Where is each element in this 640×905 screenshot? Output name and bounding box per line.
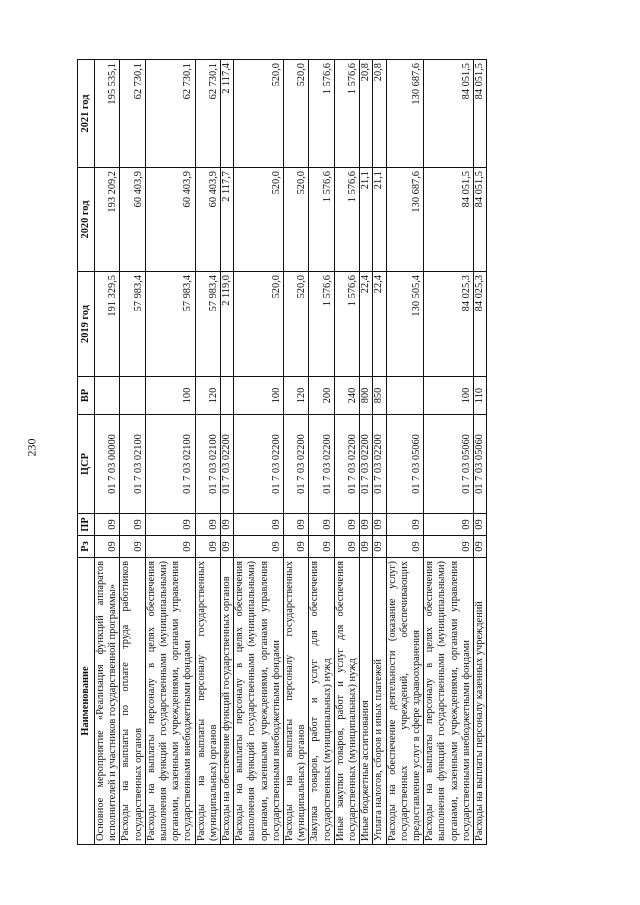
row-2020-cell: 21,1 [360, 168, 373, 272]
row-csr-cell: 01 7 03 05060 [474, 415, 487, 514]
row-vr-cell: 100 [424, 377, 474, 415]
row-2019-cell: 84 025,3 [474, 272, 487, 377]
row-name-cell: Расходы на выплаты персоналу государственных (муниципальных) органов [195, 558, 220, 845]
header-name: Наименование [78, 558, 95, 845]
row-rz-cell: 09 [386, 536, 424, 558]
row-csr-cell: 01 7 03 02100 [145, 415, 195, 514]
header-pr: ПР [78, 514, 95, 536]
row-pr-cell: 09 [334, 514, 359, 536]
row-vr-cell [386, 377, 424, 415]
header-vr: ВР [78, 377, 95, 415]
table-row [474, 60, 487, 845]
row-2021-cell: 520,0 [284, 60, 309, 168]
row-pr-cell: 09 [424, 514, 474, 536]
row-vr-cell [95, 377, 120, 415]
row-2019-cell: 520,0 [234, 272, 284, 377]
row-rz-cell: 09 [221, 536, 234, 558]
row-rz-cell: 09 [120, 536, 145, 558]
row-name-cell: Основное мероприятие «Реализация функций аппаратов исполнителей и участников государственной программы» [95, 558, 120, 845]
row-vr-cell: 240 [334, 377, 359, 415]
row-2021-cell: 62 730,1 [195, 60, 220, 168]
row-2020-cell: 1 576,6 [309, 168, 334, 272]
row-pr-cell: 09 [284, 514, 309, 536]
table-row [424, 60, 474, 845]
header-csr: ЦСР [78, 415, 95, 514]
row-pr-cell: 09 [474, 514, 487, 536]
row-vr-cell: 100 [234, 377, 284, 415]
row-2020-cell: 60 403,9 [145, 168, 195, 272]
row-2021-cell: 62 730,1 [145, 60, 195, 168]
row-csr-cell: 01 7 03 02100 [195, 415, 220, 514]
table-row [95, 60, 120, 845]
row-2020-cell: 193 209,2 [95, 168, 120, 272]
row-2019-cell: 2 119,0 [221, 272, 234, 377]
header-2021: 2021 год [78, 60, 95, 168]
table-header-row [78, 60, 95, 845]
row-2020-cell: 130 687,6 [386, 168, 424, 272]
row-csr-cell: 01 7 03 00000 [95, 415, 120, 514]
row-2019-cell: 1 576,6 [334, 272, 359, 377]
row-rz-cell: 09 [284, 536, 309, 558]
row-rz-cell: 09 [234, 536, 284, 558]
row-2021-cell: 195 535,1 [95, 60, 120, 168]
row-2021-cell: 130 687,6 [386, 60, 424, 168]
table-row [120, 60, 145, 845]
row-2020-cell: 21,1 [373, 168, 386, 272]
row-rz-cell: 09 [474, 536, 487, 558]
row-csr-cell: 01 7 03 02200 [221, 415, 234, 514]
row-2019-cell: 1 576,6 [309, 272, 334, 377]
row-rz-cell: 09 [334, 536, 359, 558]
row-2021-cell: 2 117,4 [221, 60, 234, 168]
row-pr-cell: 09 [386, 514, 424, 536]
row-2021-cell: 20,8 [360, 60, 373, 168]
row-name-cell: Расходы на обеспечение деятельности (оказание услуг) государственных учреждений, обеспечивающих предоставление услуг в сфере здравоохранения [386, 558, 424, 845]
row-2019-cell: 84 025,3 [424, 272, 474, 377]
row-rz-cell: 09 [373, 536, 386, 558]
row-csr-cell: 01 7 03 02200 [234, 415, 284, 514]
row-name-cell: Расходы на выплаты персоналу в целях обеспечения выполнения функций государственными (муниципальными) органами, казенными учреждениями, органами управления государственными внебюджетными фондами [424, 558, 474, 845]
row-vr-cell: 200 [309, 377, 334, 415]
row-csr-cell: 01 7 03 02200 [360, 415, 373, 514]
row-pr-cell: 09 [234, 514, 284, 536]
row-2021-cell: 62 730,1 [120, 60, 145, 168]
row-vr-cell: 110 [474, 377, 487, 415]
row-vr-cell: 850 [373, 377, 386, 415]
budget-table [77, 59, 487, 845]
row-csr-cell: 01 7 03 02200 [309, 415, 334, 514]
row-pr-cell: 09 [145, 514, 195, 536]
row-2020-cell: 84 051,5 [474, 168, 487, 272]
row-2021-cell: 520,0 [234, 60, 284, 168]
row-rz-cell: 09 [145, 536, 195, 558]
row-pr-cell: 09 [373, 514, 386, 536]
row-2020-cell: 60 403,9 [195, 168, 220, 272]
table-row [334, 60, 359, 845]
row-pr-cell: 09 [95, 514, 120, 536]
row-2020-cell: 2 117,7 [221, 168, 234, 272]
table-row [360, 60, 373, 845]
rotated-page-content [77, 60, 561, 845]
row-2019-cell: 22,4 [373, 272, 386, 377]
row-name-cell: Расходы на обеспечение функций государственных органов [221, 558, 234, 845]
row-2021-cell: 84 051,5 [424, 60, 474, 168]
row-name-cell: Уплата налогов, сборов и иных платежей [373, 558, 386, 845]
row-rz-cell: 09 [95, 536, 120, 558]
row-rz-cell: 09 [360, 536, 373, 558]
row-2020-cell: 520,0 [234, 168, 284, 272]
row-pr-cell: 09 [120, 514, 145, 536]
row-name-cell: Расходы на выплаты персоналу казенных учреждений [474, 558, 487, 845]
row-csr-cell: 01 7 03 02200 [334, 415, 359, 514]
row-rz-cell: 09 [424, 536, 474, 558]
row-name-cell: Закупка товаров, работ и услуг для обеспечения государственных (муниципальных) нужд [309, 558, 334, 845]
row-csr-cell: 01 7 03 02100 [120, 415, 145, 514]
row-vr-cell: 100 [145, 377, 195, 415]
row-2019-cell: 57 983,4 [145, 272, 195, 377]
row-name-cell: Расходы на выплаты по оплате труда работников государственных органов [120, 558, 145, 845]
row-csr-cell: 01 7 03 05060 [424, 415, 474, 514]
row-2021-cell: 1 576,6 [334, 60, 359, 168]
row-2019-cell: 520,0 [284, 272, 309, 377]
header-2019: 2019 год [78, 272, 95, 377]
row-pr-cell: 09 [360, 514, 373, 536]
table-row [386, 60, 424, 845]
table-row [373, 60, 386, 845]
row-2020-cell: 60 403,9 [120, 168, 145, 272]
page-number: 230 [24, 438, 39, 457]
row-2020-cell: 1 576,6 [334, 168, 359, 272]
header-2020: 2020 год [78, 168, 95, 272]
row-2019-cell: 130 505,4 [386, 272, 424, 377]
row-pr-cell: 09 [221, 514, 234, 536]
row-rz-cell: 09 [195, 536, 220, 558]
row-rz-cell: 09 [309, 536, 334, 558]
row-2019-cell: 22,4 [360, 272, 373, 377]
row-csr-cell: 01 7 03 02200 [373, 415, 386, 514]
table-row [309, 60, 334, 845]
row-name-cell: Иные бюджетные ассигнования [360, 558, 373, 845]
header-rz: Рз [78, 536, 95, 558]
row-name-cell: Расходы на выплаты персоналу в целях обеспечения выполнения функций государственными (муниципальными) органами, казенными учреждениями, органами управления государственными внебюджетными фондами [234, 558, 284, 845]
row-vr-cell: 800 [360, 377, 373, 415]
row-name-cell: Расходы на выплаты персоналу в целях обеспечения выполнения функций государственными (муниципальными) органами, казенными учреждениями, органами управления государственными внебюджетными фондами [145, 558, 195, 845]
row-2021-cell: 84 051,5 [474, 60, 487, 168]
row-2020-cell: 84 051,5 [424, 168, 474, 272]
table-row [284, 60, 309, 845]
row-2019-cell: 57 983,4 [120, 272, 145, 377]
row-2021-cell: 1 576,6 [309, 60, 334, 168]
row-name-cell: Иные закупки товаров, работ и услуг для обеспечения государственных (муниципальных) нужд [334, 558, 359, 845]
row-2019-cell: 57 983,4 [195, 272, 220, 377]
row-pr-cell: 09 [309, 514, 334, 536]
row-name-cell: Расходы на выплаты персоналу государственных (муниципальных) органов [284, 558, 309, 845]
table-row [145, 60, 195, 845]
row-2021-cell: 20,8 [373, 60, 386, 168]
row-2020-cell: 520,0 [284, 168, 309, 272]
row-vr-cell [120, 377, 145, 415]
row-pr-cell: 09 [195, 514, 220, 536]
row-vr-cell [221, 377, 234, 415]
row-csr-cell: 01 7 03 05060 [386, 415, 424, 514]
row-vr-cell: 120 [195, 377, 220, 415]
table-row [234, 60, 284, 845]
table-row [221, 60, 234, 845]
table-row [195, 60, 220, 845]
row-2019-cell: 191 329,5 [95, 272, 120, 377]
row-vr-cell: 120 [284, 377, 309, 415]
row-csr-cell: 01 7 03 02200 [284, 415, 309, 514]
